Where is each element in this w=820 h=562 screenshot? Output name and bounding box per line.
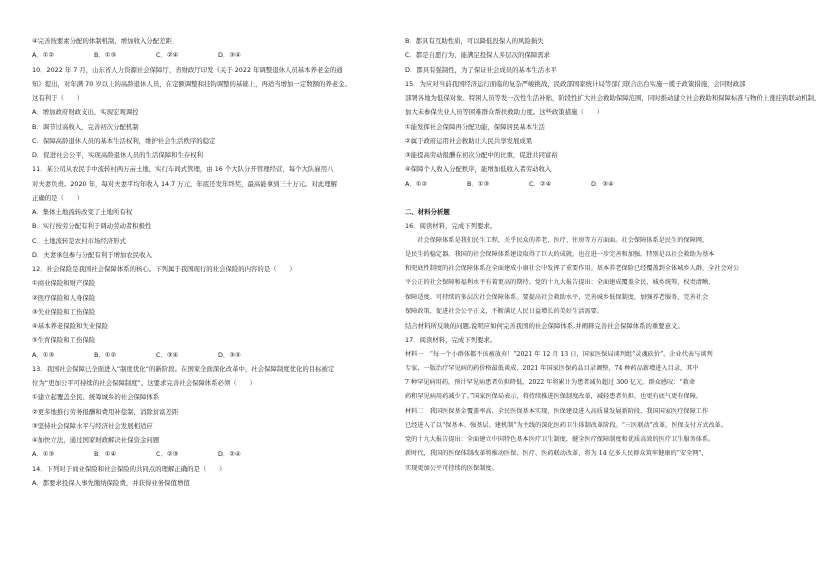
q11-stem-line: 11．某公司从农民手中流转村两万亩土地，实行车间式管理，由 16 个大队分开管理经营，每个大队雇用八 [32, 165, 334, 174]
q12-option-a[interactable]: A．①③ [32, 350, 55, 359]
q17-material-line: 党的十九大报告提出：全面建立中国特色基本医疗卫生制度，健全医疗保障制度和优质高效的医疗卫生服务体系。 [405, 436, 715, 443]
q12-item: ④基本养老保险和失业保险 [32, 322, 109, 330]
q10-choice-c[interactable]: C．保障高龄退休人员的基本生活权利，维护社会生活秩序的稳定 [32, 136, 216, 145]
q13-stem-line: 13．我国社会保障已全面进入“制度优化”的新阶段。在国家全面深化改革中，社会保障制度优化的目标被定 [32, 364, 335, 373]
q17-material-line: 药和罕见病用药减少了。”国家医保局表示，将持续推进医保制度改革，减轻患者负担，也更有底气更有保障。 [405, 393, 703, 401]
q15-option-a[interactable]: A．①② [405, 179, 428, 188]
q13-item: ②更多地推行劳务报酬和费用补偿制，消除贫富差距 [32, 407, 179, 416]
q16-question: 结合材料所反映的问题,说明应如何完善我国的社会保障体系,并阐释完善社会保障体系的重要意义。 [405, 322, 684, 330]
q9-options [32, 48, 377, 62]
q15-options [405, 177, 767, 191]
section-title: 二、材料分析题 [405, 208, 450, 216]
q17-stem: 17．阅读材料，完成下列要求。 [405, 336, 497, 345]
q12-option-b[interactable]: B．①② [94, 350, 117, 359]
q13-item: ①建立起覆盖全民、统筹城乡的社会保障体系 [32, 393, 160, 402]
q11-choice-c[interactable]: C．土地流转是农村市场经济形式 [32, 236, 126, 245]
q17-material-line: 7 种罕见病用药，预计罕见病患者负担降低，2022 年将累计为患者减负超过 300 亿元。群众感叹：“救命 [405, 379, 696, 386]
q11-choice-b[interactable]: B．实行按劳分配有利于调动劳动者积极性 [32, 222, 152, 231]
q15-option-b[interactable]: B．①③ [467, 179, 490, 188]
q12-option-d[interactable]: D．③⑤ [218, 350, 241, 359]
spacer [405, 191, 767, 205]
q9-option-a[interactable]: A．①② [32, 51, 55, 60]
q14-choice-a[interactable]: A．都要求投保人事先缴纳保险费，并获得业务保值增值 [32, 478, 190, 487]
q16-stem: 16．阅读材料，完成下列要求。 [405, 222, 497, 231]
q13-item: ③坚持社会保障水平与经济社会发展相适应 [32, 421, 153, 430]
q15-stem-line: 15．为应对当前我国经济运行面临的复杂严峻挑战，民政部国家统计局等部门联合出台实施一揽子政策措施，会同财政部 [405, 79, 746, 88]
q12-stem: 12．社会保险是我国社会保障体系的核心。下列属于我国现行的社会保险的内容的是（ ） [32, 265, 296, 273]
q12-item: ①商业保险和财产保险 [32, 279, 96, 288]
q16-material-line: 保障政策，促进社会公平正义，不断满足人民日益增长的美好生活需要。 [405, 307, 603, 315]
q9-option-c[interactable]: C．②④ [156, 51, 179, 60]
q11-stem-line: 对夫妻负责。2020 年，每对夫妻平均年收入 14.7 万元，年底还发年终奖，最高能拿到三十万元。对此理解 [32, 179, 337, 188]
q13-option-c[interactable]: C．②③ [156, 450, 179, 459]
q9-option-b[interactable]: B．①③ [94, 51, 117, 60]
q10-stem-line: 10．2022 年 7 月，山东省人力资源社会保障厅、省财政厅印发《关于 2022 年调整退休人员基本养老金的通 [32, 65, 343, 74]
q10-stem-line: 这有利于（ ） [32, 94, 84, 102]
q9-option-d[interactable]: D．③④ [218, 51, 241, 60]
q12-item: ③失业保险和工伤保险 [32, 307, 96, 316]
q15-item: ①能发挥社会保障再分配功能，保障居民基本生活 [405, 122, 545, 131]
q17-material-line: 材料二 我国医保基金覆盖率高、全民医保基本实现，医保建设进入高质量发展新阶段，我国国家医疗保障工作 [405, 407, 709, 415]
q17-material-line: 专家，一版治疗罕见病的药价格最低谈成，2021 年国家医保药品目录调整，74 种药品新增进入目录，其中 [405, 364, 699, 372]
q16-material-line: 和兜底性制度的社会保障体系在全面建成小康社会中发挥了重要作用。基本养老保险已经覆盖到全体城乡人群，全社会对公 [405, 265, 740, 272]
q11-stem-line: 正确的是（ ） [32, 193, 84, 202]
right-column [405, 34, 820, 476]
q14-choice-d[interactable]: D．都具有强制性，为了保证社会成员的基本生活水平 [405, 65, 557, 74]
q15-stem-line: 加大未参保失业人员等困难群众帮扶救助力度。这些政策措施（ ） [405, 108, 604, 117]
left-column [32, 34, 377, 490]
q15-item: ②属于政府运用社会救助让人民共享发展成果 [405, 136, 533, 145]
q15-option-d[interactable]: D．③④ [591, 179, 614, 188]
q10-choice-d[interactable]: D．促进社会公平，实现高龄退休人员的生活保障和生存权利 [32, 151, 204, 159]
q10-choice-a[interactable]: A．增加政府财政支出，实现宏观调控 [32, 108, 139, 117]
q15-option-c[interactable]: C．②④ [529, 179, 552, 188]
q17-material-line: 已经进入了以“保基本、强基层、建机制”为主线的深化医药卫生体制改革阶段。“三医联动”改革，医保支付方式改革。 [405, 421, 728, 429]
q17-material-line: 材料一 “每一个小群体都不该被放弃！”2021 年 12 月 13 日，国家医保局谈判组“灵魂砍价”，企业代表与谈判 [405, 350, 713, 358]
q17-material-line: 新时代，我国的医保体制改革将推动医保、医疗、医药联动改革，将为 14 亿多人民群众筑牢健康的“安全网”， [405, 450, 708, 458]
q17-material-line: 实现更加公平可持续的医保制度。 [405, 464, 498, 472]
q13-option-a[interactable]: A．①③ [32, 450, 55, 459]
q14-choice-c[interactable]: C．都是自愿行为，能满足投保人多层次的保障需求 [405, 51, 551, 60]
q9-item-4: ④完善按要素分配的体制机制，增加收入分配差距 [32, 37, 172, 45]
q12-item: ②医疗保险和人身保险 [32, 293, 96, 302]
q14-stem: 14．下列对于商业保险和社会保险的共同点的理解正确的是（ ） [32, 464, 226, 473]
q16-material-line: 是民生的稳定器。我国的社会保障体系建设取得了巨大的成就，也在进一步完善和加强。特别是以社会救助为基本 [405, 250, 715, 258]
q15-stem-line: 部署各地为低保对象、特困人员等发一次性生活补贴，阶段性扩大社会救助保障范围，同时推动建立社会救助和保障标准与物价上涨挂钩联动机制， [405, 94, 820, 102]
q12-options [32, 348, 377, 362]
q16-material-line: 保障适度、可持续的多层次社会保障体系。要提高社会救助水平，完善城乡低保制度，加强养老服务，完善社会 [405, 293, 709, 301]
q13-options [32, 447, 377, 461]
q15-item: ③能提高劳动报酬在初次分配中的比重，促进共同富裕 [405, 151, 558, 159]
q16-material-line: 社会保障体系是我们民生工程，关乎民众的养老、医疗、住房等方方面面。社会保障体系是民生的保障网， [405, 236, 709, 244]
q13-option-d[interactable]: D．②④ [218, 450, 241, 459]
q16-material-line: 平公正的社会保障和福利水平有着更高的期待。党的十九大报告提出：全面建成覆盖全民、城乡统筹、权责清晰、 [405, 279, 715, 287]
q10-stem-line: 知》提出，对年满 70 岁以上的高龄退休人员，在定额调整和挂钩调整的基础上，再适当增加一定数额的养老金。 [32, 79, 351, 88]
q12-option-c[interactable]: C．③④ [156, 350, 179, 359]
q13-option-b[interactable]: B．①④ [94, 450, 117, 459]
q14-choice-b[interactable]: B．都具有互助性质，可以降低投保人的风险损失 [405, 37, 544, 45]
q11-choice-d[interactable]: D．夫妻承包参与分配有利于增加农民收入 [32, 250, 152, 259]
q11-choice-a[interactable]: A．集体土地流转改变了土地所有权 [32, 208, 133, 216]
q15-item: ④保障个人收入分配秩序，能增加低收入者劳动收入 [405, 165, 552, 174]
q10-choice-b[interactable]: B．调节过高收入，完善初次分配机制 [32, 122, 139, 131]
q13-stem-line: 位为“更加公平可持续的社会保障制度”。这要求完善社会保障体系必须（ ） [32, 379, 256, 387]
q13-item: ④加快立法，通过国家财政解决社保资金问题 [32, 436, 160, 444]
q12-item: ⑤生育保险和工伤保险 [32, 336, 96, 345]
